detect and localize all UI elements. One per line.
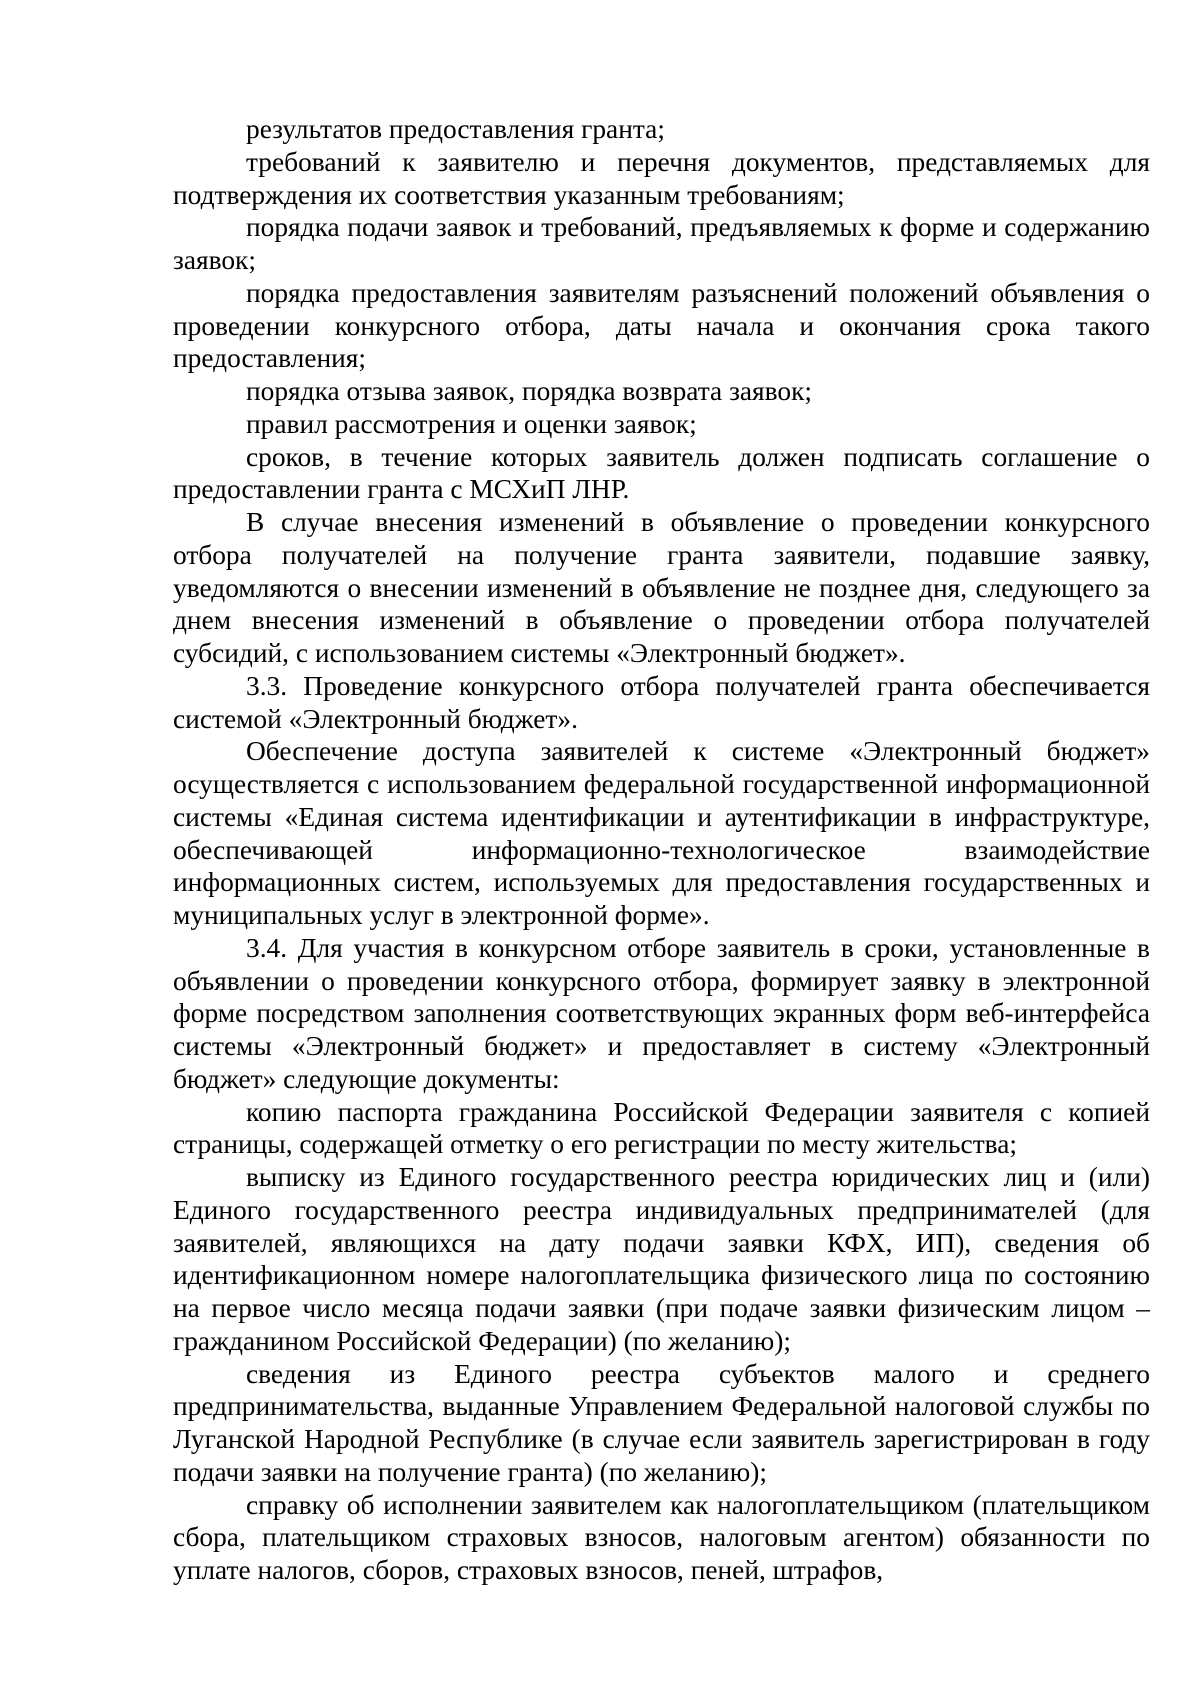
paragraph-sme-registry: сведения из Единого реестра субъектов малого и среднего предпринимательства, выданные Управлением Федеральной налоговой службы по Луганской Народной Республике (в случае если заявитель зарегистрирован в году подачи заявки на получение гранта) (по желанию);	[173, 1358, 1150, 1487]
paragraph-application-procedure: порядка подачи заявок и требований, предъявляемых к форме и содержанию заявок;	[173, 212, 1150, 275]
paragraph-agreement-deadlines: сроков, в течение которых заявитель должен подписать соглашение о предоставлении гранта с МСХиП ЛНР.	[173, 441, 1150, 505]
paragraph-clarifications: порядка предоставления заявителям разъяснений положений объявления о проведении конкурсного отбора, даты начала и окончания срока такого предоставления;	[173, 277, 1150, 374]
document-body	[173, 113, 1150, 1587]
paragraph-system-access: Обеспечение доступа заявителей к системе «Электронный бюджет» осуществляется с использованием федеральной государственной информационной системы «Единая система идентификации и аутентификации в инфраструктуре, обеспечивающей информационно-технологическое взаимодействие информационных систем, используемых для предоставления государственных и муниципальных услуг в электронной форме».	[173, 736, 1150, 930]
paragraph-section-3-4: 3.4. Для участия в конкурсном отборе заявитель в сроки, установленные в объявлении о проведении конкурсного отбора, формирует заявку в электронной форме посредством заполнения соответствующих экранных форм веб-интерфейса системы «Электронный бюджет» и предоставляет в систему «Электронный бюджет» следующие документы:	[173, 932, 1150, 1094]
paragraph-announcement-changes: В случае внесения изменений в объявление о проведении конкурсного отбора получателей на получение гранта заявители, подавшие заявку, уведомляются о внесении изменений в объявление не позднее дня, следующего за днем внесения изменений в объявление о проведении отбора получателей субсидий, с использованием системы «Электронный бюджет».	[173, 507, 1150, 668]
paragraph-passport-copy: копию паспорта гражданина Российской Федерации заявителя с копией страницы, содержащей отметку о его регистрации по месту жительства;	[173, 1096, 1150, 1160]
paragraph-applicant-requirements: требований к заявителю и перечня документов, представляемых для подтверждения их соответствия указанным требованиям;	[173, 146, 1150, 210]
paragraph-review-rules: правил рассмотрения и оценки заявок;	[246, 408, 697, 439]
paragraph-registry-extract: выписку из Единого государственного реестра юридических лиц и (или) Единого государственного реестра индивидуальных предпринимателей (для заявителей, являющихся на дату подачи заявки КФХ, ИП), сведения об идентификационном номере налогоплательщика физического лица по состоянию на первое число месяца подачи заявки (при подаче заявки физическим лицом – гражданином Российской Федерации) (по желанию);	[173, 1162, 1150, 1356]
paragraph-tax-certificate: справку об исполнении заявителем как налогоплательщиком (плательщиком сбора, плательщиком страховых взносов, налоговым агентом) обязанности по уплате налогов, сборов, страховых взносов, пеней, штрафов,	[173, 1489, 1150, 1585]
paragraph-grant-results: результатов предоставления гранта;	[246, 114, 665, 144]
paragraph-withdrawal: порядка отзыва заявок, порядка возврата заявок;	[246, 376, 813, 406]
paragraph-section-3-3: 3.3. Проведение конкурсного отбора получателей гранта обеспечивается системой «Электронный бюджет».	[173, 670, 1150, 734]
